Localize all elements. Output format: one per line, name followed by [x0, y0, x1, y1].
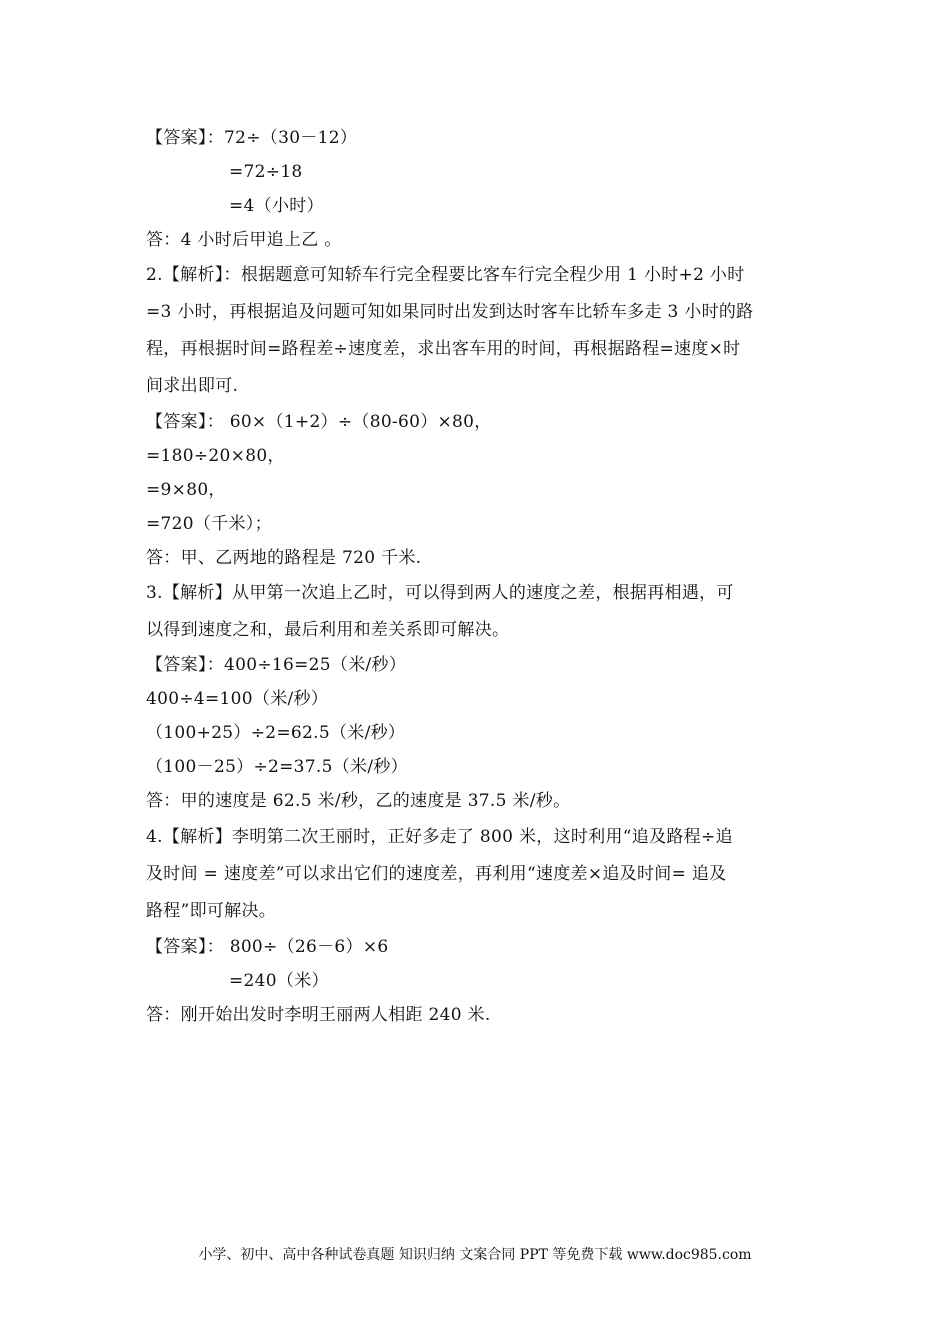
analysis-3-line-1: 3.【解析】从甲第一次追上乙时，可以得到两人的速度之差，根据再相遇，可: [146, 583, 734, 603]
analysis-2-line-2: =3 小时，再根据追及问题可知如果同时出发到达时客车比轿车多走 3 小时的路: [146, 302, 754, 322]
answer-1-reply: 答：4 小时后甲追上乙 。: [146, 230, 342, 250]
analysis-2-line-1: 2.【解析】：根据题意可知轿车行完全程要比客车行完全程少用 1 小时+2 小时: [146, 265, 745, 285]
analysis-2-line-3: 程，再根据时间=路程差÷速度差，求出客车用的时间，再根据路程=速度×时: [146, 339, 741, 359]
answer-2-line-2: =180÷20×80，: [146, 446, 285, 466]
answer-2-line-4: =720（千米）；: [146, 514, 272, 534]
analysis-4-line-1: 4.【解析】李明第二次王丽时，正好多走了 800 米，这时利用“追及路程÷追: [146, 827, 733, 847]
analysis-4-line-2: 及时间 = 速度差”可以求出它们的速度差，再利用“速度差×追及时间= 追及: [146, 864, 727, 884]
answer-3-line-4: （100－25）÷2=37.5（米/秒）: [146, 757, 408, 777]
page-footer: 小学、初中、高中各种试卷真题 知识归纳 文案合同 PPT 等免费下载 www.doc985.com: [198, 1247, 752, 1263]
answer-4-line-1: 【答案】： 800÷（26－6）×6: [146, 937, 389, 957]
answer-3-line-1: 【答案】：400÷16=25（米/秒）: [146, 655, 407, 675]
analysis-4-line-3: 路程”即可解决。: [146, 901, 277, 921]
answer-2-reply: 答：甲、乙两地的路程是 720 千米.: [146, 548, 422, 568]
answer-3-line-2: 400÷4=100（米/秒）: [146, 689, 329, 709]
analysis-2-line-4: 间求出即可.: [146, 376, 239, 396]
answer-2-line-1: 【答案】： 60×（1+2）÷（80-60）×80，: [146, 412, 492, 432]
answer-2-line-3: =9×80，: [146, 480, 226, 500]
answer-1-line-1: 【答案】：72÷（30－12）: [146, 128, 358, 148]
answer-3-reply: 答：甲的速度是 62.5 米/秒，乙的速度是 37.5 米/秒。: [146, 791, 571, 811]
answer-4-line-2: =240（米）: [229, 971, 329, 991]
answer-1-line-3: =4（小时）: [229, 196, 324, 216]
answer-3-line-3: （100+25）÷2=62.5（米/秒）: [146, 723, 406, 743]
answer-4-reply: 答：刚开始出发时李明王丽两人相距 240 米.: [146, 1005, 491, 1025]
answer-1-line-2: =72÷18: [229, 162, 303, 182]
analysis-3-line-2: 以得到速度之和，最后利用和差关系即可解决。: [146, 620, 510, 640]
